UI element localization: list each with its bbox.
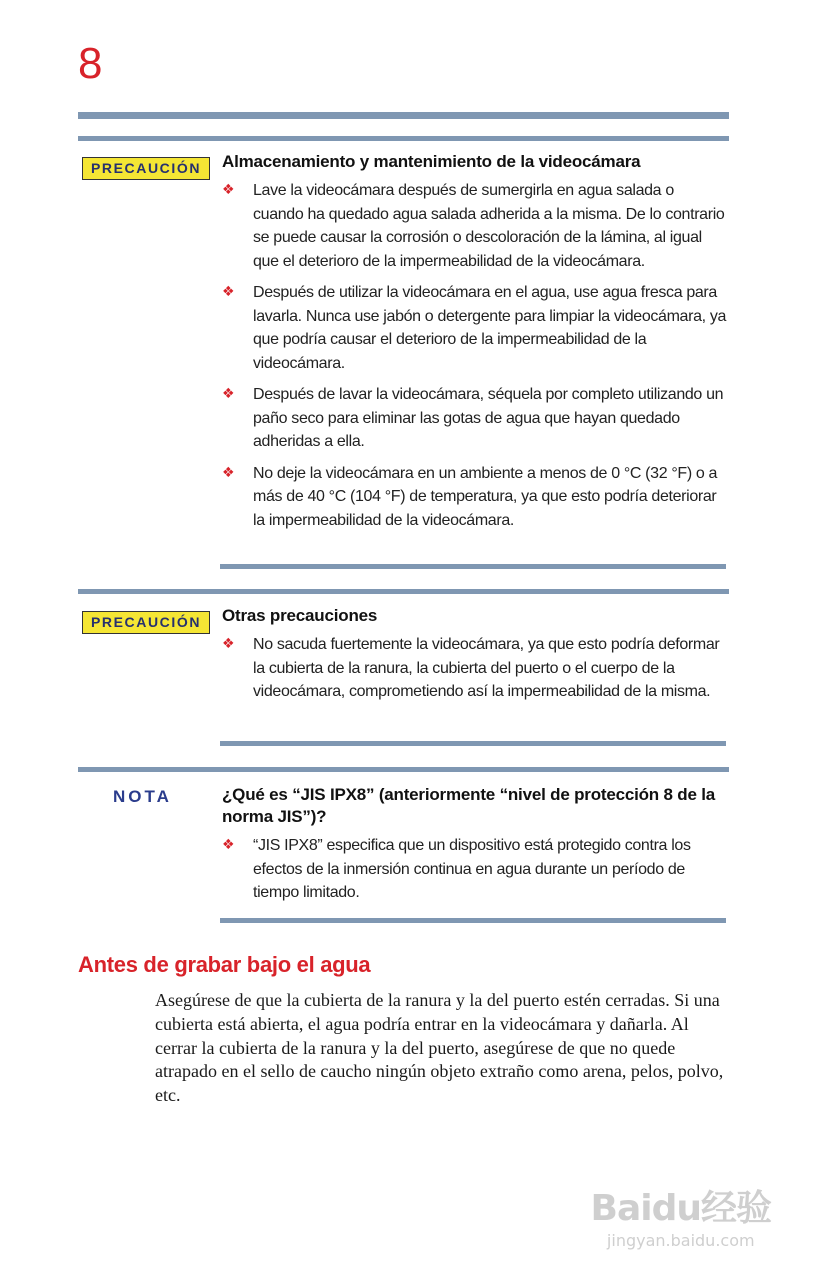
caution-title: Otras precauciones — [222, 606, 378, 625]
note-badge: NOTA — [113, 787, 172, 806]
caution-badge: PRECAUCIÓN — [82, 611, 210, 634]
bullet-icon: ❖ — [222, 837, 235, 853]
caution-title: Almacenamiento y mantenimiento de la videocámara — [222, 152, 641, 171]
bullet-icon: ❖ — [222, 284, 235, 300]
bullet-icon: ❖ — [222, 636, 235, 652]
caution-top-rule — [78, 589, 729, 594]
caution-badge: PRECAUCIÓN — [82, 157, 210, 180]
caution-block-other — [222, 605, 727, 712]
caution-list — [222, 633, 727, 704]
section-heading: Antes de grabar bajo el agua — [78, 952, 371, 977]
note-top-rule — [78, 767, 729, 772]
list-item: ❖ Lave la videocámara después de sumergirla en agua salada o cuando ha quedado agua salada adherida a la misma. De lo contrario se puede causar la corrosión o descoloración de la lámina, al igual que el deterioro de la impermeabilidad de la videocámara. — [222, 179, 727, 273]
caution-bottom-rule — [220, 564, 726, 569]
note-title: ¿Qué es “JIS IPX8” (anteriormente “nivel de protección 8 de la norma JIS”)? — [222, 785, 716, 826]
page-number: 8 — [78, 39, 103, 88]
list-item: ❖ Después de utilizar la videocámara en el agua, use agua fresca para lavarla. Nunca use jabón o detergente para limpiar la videocámara, ya que podría causar el deterioro de la impermeabilidad de la videocámara. — [222, 281, 727, 375]
bullet-icon: ❖ — [222, 386, 235, 402]
note-list — [222, 834, 727, 905]
caution-top-rule — [78, 136, 729, 141]
bullet-icon: ❖ — [222, 182, 235, 198]
list-item: ❖ No sacuda fuertemente la videocámara, ya que esto podría deformar la cubierta de la ranura, la cubierta del puerto o el cuerpo de la videocámara, comprometiendo así la impermeabilidad de la misma. — [222, 633, 727, 704]
caution-bottom-rule — [220, 741, 726, 746]
list-item: ❖ Después de lavar la videocámara, séquela por completo utilizando un paño seco para eliminar las gotas de agua que hayan quedado adheridas a ella. — [222, 383, 727, 454]
header-rule — [78, 112, 729, 119]
caution-block-storage — [222, 151, 727, 540]
bullet-icon: ❖ — [222, 464, 235, 481]
baidu-logo: Baidu经验 — [590, 1188, 771, 1229]
note-bottom-rule — [220, 918, 726, 923]
watermark — [591, 1180, 771, 1250]
note-block — [222, 784, 727, 913]
list-item: ❖ “JIS IPX8” especifica que un dispositivo está protegido contra los efectos de la inmersión continua en agua durante un período de tiempo limitado. — [222, 834, 727, 905]
watermark-url: jingyan.baidu.com — [606, 1231, 755, 1250]
list-item: ❖ No deje la videocámara en un ambiente a menos de 0 °C (32 °F) o a más de 40 °C (104 °F) de temperatura, ya que esto podría deteriorar la impermeabilidad de la videocámara. — [222, 462, 727, 533]
caution-list — [222, 179, 727, 532]
section-body: Asegúrese de que la cubierta de la ranura y la del puerto estén cerradas. Si una cubierta está abierta, el agua podría entrar en la videocámara y dañarla. Al cerrar la cubierta de la ranura y la del puerto, asegúrese de que no quede atrapado en el sello de caucho ningún objeto extraño como arena, pelos, polvo, etc. — [155, 990, 724, 1106]
